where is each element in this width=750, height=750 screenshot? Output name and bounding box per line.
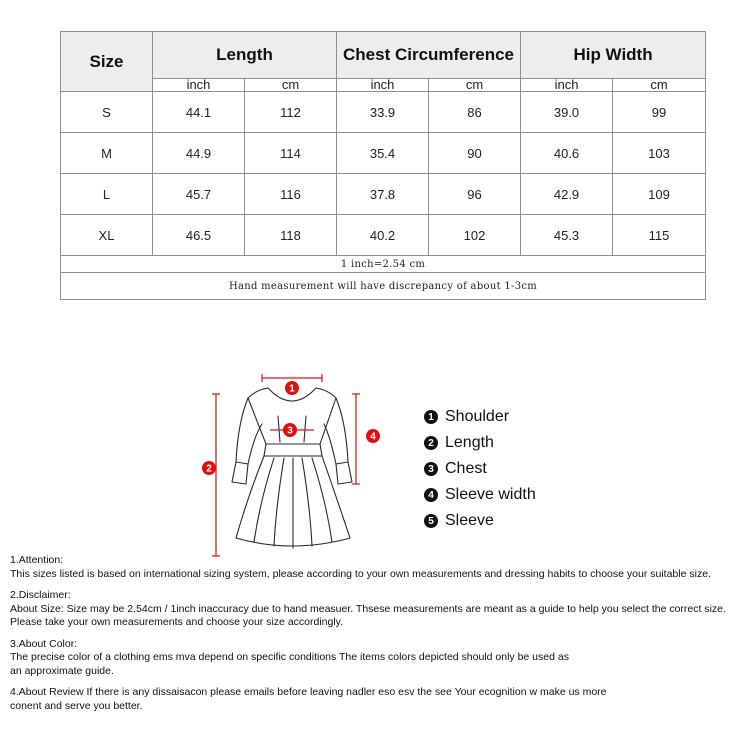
table-cell: 102 — [429, 215, 521, 256]
unit-cell: inch — [153, 79, 245, 92]
note-disclaimer — [10, 589, 750, 630]
unit-cell: cm — [613, 79, 706, 92]
dress-outline — [232, 388, 352, 548]
legend-number: 2 — [424, 436, 438, 450]
legend-number: 5 — [424, 514, 438, 528]
table-cell: 114 — [245, 133, 337, 174]
marker-2 — [202, 461, 216, 475]
table-cell: 116 — [245, 174, 337, 215]
table-row — [61, 133, 706, 174]
note-line: About Size: Size may be 2.54cm / 1inch inaccuracy due to hand measuer. Thsese measurements are meant as a guide to help you select the correct size. — [10, 602, 726, 615]
notes-section — [10, 554, 750, 721]
table-cell: 42.9 — [521, 174, 613, 215]
note-title: 2.Disclaimer: — [10, 589, 71, 601]
legend-item-shoulder — [424, 404, 536, 430]
unit-cell: inch — [337, 79, 429, 92]
table-row — [61, 174, 706, 215]
table-row — [61, 92, 706, 133]
table-cell: 109 — [613, 174, 706, 215]
table-cell: 99 — [613, 92, 706, 133]
legend-number: 3 — [424, 462, 438, 476]
table-cell: 45.7 — [153, 174, 245, 215]
table-cell: 118 — [245, 215, 337, 256]
table-cell: 90 — [429, 133, 521, 174]
table-row — [61, 215, 706, 256]
header-length: Length — [153, 32, 337, 79]
note-line: The precise color of a clothing ems mva depend on specific conditions The items colors depicted should only be used as — [10, 651, 569, 663]
note-review — [10, 686, 750, 713]
dress-measurement-diagram — [196, 366, 396, 566]
unit-cell: cm — [429, 79, 521, 92]
legend-number: 4 — [424, 488, 438, 502]
legend-label: Length — [445, 434, 494, 451]
legend-item-sleeve — [424, 508, 536, 534]
table-header-row — [61, 32, 706, 79]
note-title: 3.About Color: — [10, 637, 78, 650]
legend-item-sleeve-width — [424, 482, 536, 508]
note-line: 4.About Review If there is any dissaisacon please emails before leaving nadler eso esv the see Your ecognition w make us more — [10, 686, 607, 698]
discrepancy-note-row — [61, 273, 706, 300]
unit-cell: cm — [245, 79, 337, 92]
table-cell: 44.1 — [153, 92, 245, 133]
measurement-legend — [424, 404, 536, 534]
table-cell: 112 — [245, 92, 337, 133]
header-size: Size — [61, 32, 153, 92]
note-line: an approximate guide. — [10, 664, 114, 677]
note-attention — [10, 554, 750, 581]
marker-1 — [285, 381, 299, 395]
conversion-note: 1 inch=2.54 cm — [61, 256, 706, 273]
table-cell: 33.9 — [337, 92, 429, 133]
svg-text:2: 2 — [206, 463, 212, 475]
marker-4 — [366, 429, 380, 443]
table-cell: S — [61, 92, 153, 133]
legend-item-length — [424, 430, 536, 456]
table-cell: L — [61, 174, 153, 215]
conversion-note-row — [61, 256, 706, 273]
discrepancy-note: Hand measurement will have discrepancy of about 1-3cm — [61, 273, 706, 300]
svg-text:4: 4 — [370, 431, 376, 443]
svg-text:3: 3 — [287, 425, 293, 437]
legend-label: Shoulder — [445, 408, 510, 425]
table-cell: 35.4 — [337, 133, 429, 174]
table-cell: 40.6 — [521, 133, 613, 174]
note-title: 1.Attention: — [10, 554, 64, 566]
size-chart-table — [60, 31, 706, 300]
header-chest: Chest Circumference — [337, 32, 521, 79]
unit-cell: inch — [521, 79, 613, 92]
header-hip: Hip Width — [521, 32, 706, 79]
table-cell: 44.9 — [153, 133, 245, 174]
note-line: conent and serve you better. — [10, 699, 143, 712]
table-cell: 40.2 — [337, 215, 429, 256]
note-color — [10, 638, 750, 679]
table-cell: 37.8 — [337, 174, 429, 215]
table-cell: 96 — [429, 174, 521, 215]
note-line: Please take your own measurements and choose your size accordingly. — [10, 616, 344, 628]
legend-item-chest — [424, 456, 536, 482]
legend-label: Sleeve width — [445, 486, 536, 503]
legend-label: Sleeve — [445, 512, 494, 529]
table-cell: 45.3 — [521, 215, 613, 256]
marker-3 — [283, 423, 297, 437]
table-cell: 115 — [613, 215, 706, 256]
table-cell: 46.5 — [153, 215, 245, 256]
table-cell: 39.0 — [521, 92, 613, 133]
legend-label: Chest — [445, 460, 487, 477]
table-cell: XL — [61, 215, 153, 256]
table-unit-row — [61, 79, 706, 92]
note-line: This sizes listed is based on international sizing system, please according to your own measurements and dressing habits to choose your suitable size. — [10, 567, 711, 580]
table-cell: 86 — [429, 92, 521, 133]
legend-number: 1 — [424, 410, 438, 424]
svg-text:1: 1 — [289, 383, 295, 395]
table-cell: 103 — [613, 133, 706, 174]
table-cell: M — [61, 133, 153, 174]
